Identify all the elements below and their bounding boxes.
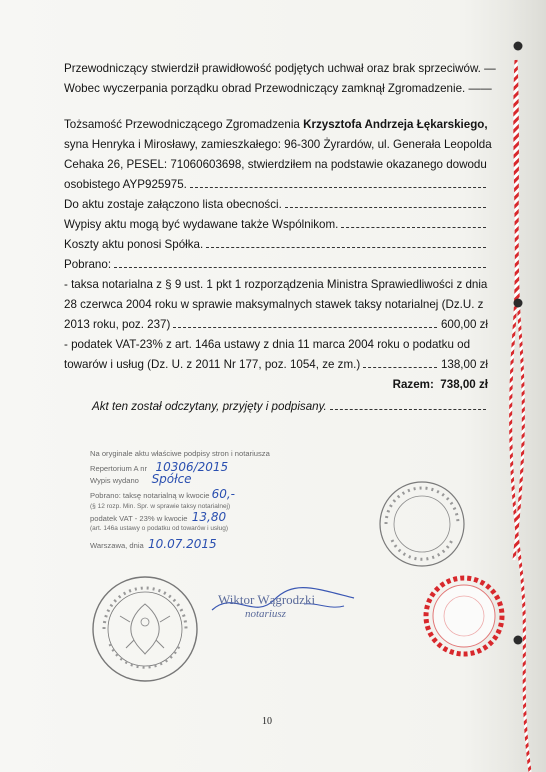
text-line: Cehaka 26, PESEL: 71060603698, stwierdziłem na podstawie okazanego dowodu [64,158,487,171]
total-line: Razem: 738,00 zł [392,378,488,391]
chairman-name: Krzysztofa Andrzeja Łękarskiego, [303,118,488,131]
page-number: 10 [262,716,272,727]
text-line: osobistego AYP925975. [64,178,488,194]
certification-date: 10.07.2015 [147,536,217,551]
fee-line: 2013 roku, poz. 237) 600,00 zł [64,318,488,331]
text-line: 28 czerwca 2004 roku w sprawie maksymalnych stawek taksy notarialnej (Dz.U. z [64,298,484,311]
notary-seal-icon [376,478,468,570]
notary-name: Wiktor Wągrodzki [218,592,316,607]
total-amount: 738,00 zł [440,378,488,391]
notary-role: notariusz [245,608,286,620]
wypis-recipient: Spółce [151,471,192,486]
text-line: Przewodniczący stwierdził prawidłowość podjętych uchwał oraz brak sprzeciwów. — [64,62,496,75]
fee-amount: 600,00 zł [440,318,488,331]
repertorium-number: 10306/2015 [155,460,229,475]
vat-amount: 138,00 zł [440,358,488,371]
identity-line: Tożsamość Przewodniczącego Zgromadzenia Krzysztofa Andrzeja Łękarskiego, [64,118,488,131]
red-seal-icon [418,570,510,662]
official-seal-icon [90,574,200,684]
text-line: - podatek VAT-23% z art. 146a ustawy z dnia 11 marca 2004 roku o podatku od [64,338,471,351]
cert-original-line: Na oryginale aktu właściwe podpisy stron i notariusza [90,449,270,458]
closing-line: Akt ten został odczytany, przyjęty i podpisany. [92,400,488,416]
text-line: - taksa notarialna z § 9 ust. 1 pkt 1 rozporządzenia Ministra Sprawiedliwości z dnia [64,278,488,291]
certification-stamp: Na oryginale aktu właściwe podpisy stron i notariusza Repertorium A nr 10306/2015 Wypis wydano Spółce Pobrano: taksę notarialną w kwocie 60,- (§ 12 rozp. Min. Spr. w sprawie taksy notarialnej) podatek VAT - 23% w kwocie 13,80 (art. 146a ustawy o podatku od towarów i usług) Warszawa, dnia 10.07.2015 [90,448,290,550]
vat-handwritten: 13,80 [191,509,227,524]
text-line: Pobrano: [64,258,488,274]
text-line: syna Henryka i Mirosławy, zamieszkałego: 96-300 Żyrardów, ul. Generała Leopolda [64,138,492,151]
text-line: Koszty aktu ponosi Spółka. [64,238,488,254]
taksa-amount: 60,- [211,487,236,502]
text-line: Wobec wyczerpania porządku obrad Przewodniczący zamknął Zgromadzenie. —— [64,82,492,95]
vat-line: towarów i usług (Dz. U. z 2011 Nr 177, poz. 1054, ze zm.) 138,00 zł [64,358,488,371]
text-line: Do aktu zostaje załączono lista obecności. [64,198,488,214]
text-line: Wypisy aktu mogą być wydawane także Wspólnikom. [64,218,488,234]
